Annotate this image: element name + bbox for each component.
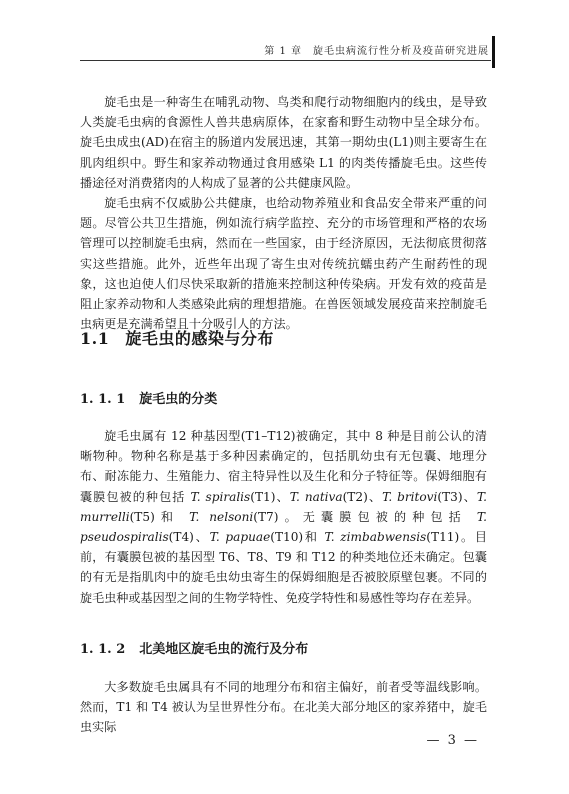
section-heading	[80, 326, 274, 349]
species-name: T. pseudospiralis	[80, 509, 488, 545]
distribution-paragraph: 大多数旋毛虫属具有不同的地理分布和宿主偏好，前者受等温线影响。然而，T1 和 T4 被认为呈世界性分布。在北美大部分地区的家养猪中，旋毛虫实际	[80, 680, 487, 735]
text-run: 旋毛虫属有 12 种基因型(T1–T12)被确定，其中 8 种是目前公认的清晰物种。物种名称是基于多种因素确定的，包括肌幼虫有无包囊、地理分布、耐冻能力、生殖能力、宿主特异性以及生化和分子特征等。保姆细胞有囊膜包被的种包括	[80, 429, 487, 504]
text-run: (T7)。无囊膜包被的种包括	[253, 509, 477, 524]
subsection-heading-1	[80, 388, 217, 407]
header-side-bar	[492, 36, 495, 68]
classification-block	[80, 426, 487, 608]
section-number: 1.1	[80, 329, 110, 348]
text-run: (T11)。目前，有囊膜包被的基因型 T6、T8、T9 和 T12 的种类地位还未确定。包囊的有无是指肌肉中的旋毛虫幼虫寄生的保姆细胞是否被胶原壁包裹。不同的旋毛虫种或基因型之间的生物学特性、免疫学特性和易感性等均存在差异。	[80, 530, 487, 605]
intro-paragraph-1: 旋毛虫是一种寄生在哺乳动物、鸟类和爬行动物细胞内的线虫，是导致人类旋毛虫病的食源性人兽共患病原体，在家畜和野生动物中呈全球分布。旋毛虫成虫(AD)在宿主的肠道内发展迅速，其第一期幼虫(L1)则主要寄生在肌肉组织中。野生和家养动物通过食用感染 L1 的肉类传播旋毛虫。这些传播途径对消费猪肉的人构成了显著的公共健康风险。	[80, 95, 487, 190]
subsection-2-title: 北美地区旋毛虫的流行及分布	[139, 642, 309, 657]
species-name: T. zimbabwensis	[324, 530, 427, 545]
page-number: — 3 —	[426, 733, 479, 748]
distribution-block	[80, 677, 487, 738]
text-run: (T2)、	[342, 489, 383, 504]
species-name: T. nativa	[289, 489, 343, 504]
text-run: (T5)和	[129, 509, 190, 524]
subsection-2-number: 1. 1. 2	[80, 642, 126, 657]
species-name: T. murrelli	[80, 489, 488, 524]
text-run: (T1)、	[250, 489, 290, 504]
species-name: T. nelsoni	[189, 509, 254, 524]
running-header	[0, 0, 569, 66]
species-name: T. britovi	[382, 489, 438, 504]
intro-block	[80, 92, 487, 334]
intro-paragraph-2: 旋毛虫病不仅威胁公共健康，也给动物养殖业和食品安全带来严重的问题。尽管公共卫生措施，例如流行病学监控、充分的市场管理和严格的农场管理可以控制旋毛虫病，然而在一些国家，由于经济原因，无法彻底贯彻落实这些措施。此外，近些年出现了寄生虫对传统抗蠕虫药产生耐药性的现象，这也迫使人们尽快采取新的措施来控制这种传染病。开发有效的疫苗是阻止家养动物和人类感染此病的理想措施。在兽医领域发展疫苗来控制旋毛虫病更是充满希望且十分吸引人的方法。	[80, 196, 487, 332]
subsection-1-number: 1. 1. 1	[80, 392, 126, 407]
subsection-1-title: 旋毛虫的分类	[139, 392, 218, 407]
subsection-heading-2	[80, 638, 308, 657]
species-name: T. spiralis	[190, 489, 251, 504]
header-rule	[80, 60, 491, 61]
species-name: T. papuae	[209, 530, 271, 545]
section-title: 旋毛虫的感染与分布	[125, 329, 274, 348]
text-run: (T4)、	[168, 530, 210, 545]
text-run: (T3)、	[437, 489, 477, 504]
classification-paragraph	[80, 426, 487, 608]
running-title: 第 1 章 旋毛虫病流行性分析及疫苗研究进展	[264, 46, 489, 57]
text-run: (T10)和	[270, 530, 325, 545]
